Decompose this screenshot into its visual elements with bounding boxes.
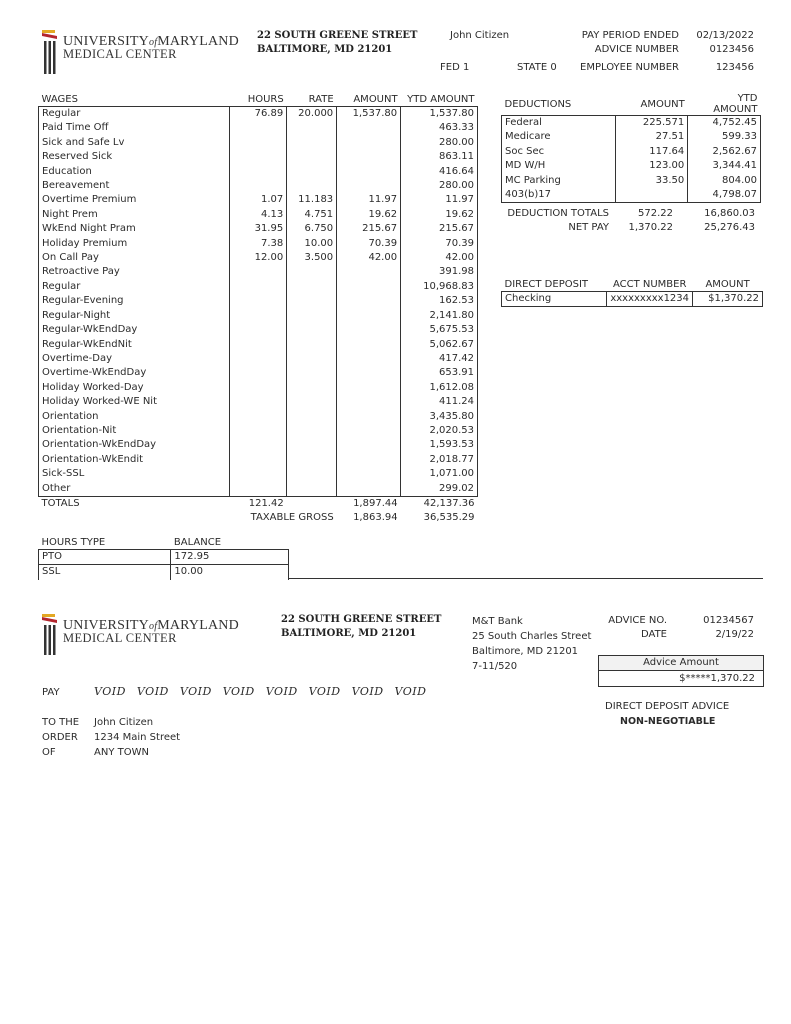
wage-rate <box>287 453 337 467</box>
wage-hours <box>230 338 287 352</box>
advice-number-value: 0123456 <box>709 44 754 55</box>
non-negotiable-label: NON-NEGOTIABLE <box>620 716 716 727</box>
payee-block <box>94 715 180 760</box>
wage-rate <box>287 323 337 337</box>
wage-ytd: 463.33 <box>401 121 478 135</box>
wage-rate <box>287 280 337 294</box>
deduction-amount: 225.571 <box>615 116 688 131</box>
wage-amount: 19.62 <box>337 208 401 222</box>
wage-type: Overtime-Day <box>39 352 230 366</box>
wage-ytd: 417.42 <box>401 352 478 366</box>
advice-no-value: 01234567 <box>703 615 754 626</box>
deduction-type: Medicare <box>502 130 616 144</box>
deduction-ytd: 804.00 <box>688 174 761 188</box>
wage-rate <box>287 136 337 150</box>
wage-row <box>39 193 478 207</box>
wage-type: Paid Time Off <box>39 121 230 135</box>
wage-ytd: 11.97 <box>401 193 478 207</box>
wage-rate <box>287 294 337 308</box>
wage-rate <box>287 121 337 135</box>
wage-row <box>39 467 478 481</box>
wage-hours <box>230 424 287 438</box>
fed-allowance: FED 1 <box>440 62 470 73</box>
wage-amount <box>337 165 401 179</box>
wage-rate <box>287 338 337 352</box>
wage-ytd: 416.64 <box>401 165 478 179</box>
wage-rate <box>287 352 337 366</box>
wage-type: Orientation-Nit <box>39 424 230 438</box>
section-divider <box>289 578 763 579</box>
wage-rate: 10.00 <box>287 237 337 251</box>
net-pay-label: NET PAY <box>568 222 609 233</box>
wage-rate <box>287 381 337 395</box>
wage-row <box>39 208 478 222</box>
wage-hours <box>230 294 287 308</box>
wage-rate <box>287 179 337 193</box>
wage-amount <box>337 121 401 135</box>
wage-ytd: 280.00 <box>401 179 478 193</box>
wage-amount: 70.39 <box>337 237 401 251</box>
direct-deposit-table <box>501 278 763 307</box>
payee-name: John Citizen <box>94 717 154 728</box>
deduction-row <box>502 174 761 188</box>
void-line: VOID VOID VOID VOID VOID VOID VOID VOID <box>94 685 427 698</box>
wage-hours <box>230 136 287 150</box>
wage-row <box>39 121 478 135</box>
wage-row <box>39 280 478 294</box>
check-address <box>281 613 441 641</box>
wage-amount <box>337 395 401 409</box>
wage-row <box>39 251 478 265</box>
wage-hours: 4.13 <box>230 208 287 222</box>
wage-amount <box>337 424 401 438</box>
deduction-amount <box>615 188 688 203</box>
wage-type: Other <box>39 482 230 497</box>
taxable-gross-amount: 1,863.94 <box>353 512 398 524</box>
wages-col-label: WAGES <box>39 93 230 107</box>
wage-row <box>39 294 478 308</box>
header-city: BALTIMORE, MD 21201 <box>257 44 393 55</box>
umm-logo-check: UNIVERSITYofMARYLAND MEDICAL CENTER <box>41 612 231 662</box>
wage-type: Regular-WkEndDay <box>39 323 230 337</box>
wage-amount: 11.97 <box>337 193 401 207</box>
wage-row <box>39 265 478 279</box>
pay-period-value: 02/13/2022 <box>696 30 754 41</box>
dd-advice-label: DIRECT DEPOSIT ADVICE <box>605 701 730 712</box>
dd-account-number: xxxxxxxxx1234 <box>607 292 693 307</box>
deductions-header-row <box>502 93 761 116</box>
wage-amount <box>337 338 401 352</box>
wage-ytd: 1,537.80 <box>401 107 478 122</box>
wage-amount: 215.67 <box>337 222 401 236</box>
date-value: 2/19/22 <box>715 629 754 640</box>
bank-city: Baltimore, MD 21201 <box>472 646 579 657</box>
deduction-amount: 33.50 <box>615 174 688 188</box>
wage-ytd: 162.53 <box>401 294 478 308</box>
hours-type-col-label: HOURS TYPE <box>39 536 171 550</box>
header-address <box>257 29 417 57</box>
header-street: 22 SOUTH GREENE STREET <box>257 30 418 41</box>
wage-type: Holiday Worked-Day <box>39 381 230 395</box>
wage-rate <box>287 424 337 438</box>
pay-period-label: PAY PERIOD ENDED <box>581 30 679 41</box>
wage-hours <box>230 265 287 279</box>
wage-amount <box>337 352 401 366</box>
direct-deposit-header-row <box>502 278 763 292</box>
deduction-totals-label: DEDUCTION TOTALS <box>507 208 609 219</box>
direct-deposit-col-label: DIRECT DEPOSIT <box>502 278 607 292</box>
ytd-amount-col-label: YTD AMOUNT <box>401 93 478 107</box>
bank-street: 25 South Charles Street <box>472 631 592 642</box>
dd-amount-col-label: AMOUNT <box>693 278 763 292</box>
wage-type: Orientation-WkEndDay <box>39 438 230 452</box>
wage-type: Regular-Night <box>39 309 230 323</box>
wage-hours: 1.07 <box>230 193 287 207</box>
wage-row <box>39 424 478 438</box>
wage-hours <box>230 482 287 497</box>
taxable-gross-label: TAXABLE GROSS <box>250 512 334 524</box>
net-pay-ytd: 25,276.43 <box>704 222 755 233</box>
wage-hours <box>230 395 287 409</box>
wage-row <box>39 150 478 164</box>
wage-hours <box>230 410 287 424</box>
wage-type: Night Prem <box>39 208 230 222</box>
wage-amount <box>337 280 401 294</box>
wage-amount <box>337 381 401 395</box>
wage-rate: 6.750 <box>287 222 337 236</box>
wage-rate: 20.000 <box>287 107 337 122</box>
wage-row <box>39 438 478 452</box>
wage-type: Orientation-WkEndit <box>39 453 230 467</box>
deduction-row <box>502 116 761 131</box>
hours-type-header-row <box>39 536 289 550</box>
hours-type-row: SSL 10.00 <box>39 565 289 580</box>
deduction-type: MC Parking <box>502 174 616 188</box>
wage-rate <box>287 165 337 179</box>
deduction-ytd: 2,562.67 <box>688 145 761 159</box>
deduction-type: Federal <box>502 116 616 131</box>
wage-type: Education <box>39 165 230 179</box>
check-city: BALTIMORE, MD 21201 <box>281 628 417 639</box>
wage-ytd: 42.00 <box>401 251 478 265</box>
net-pay-amount: 1,370.22 <box>628 222 673 233</box>
deduction-ytd: 4,752.45 <box>688 116 761 131</box>
org-name-line1: UNIVERSITY <box>63 34 149 49</box>
wage-amount <box>337 482 401 497</box>
deductions-body <box>502 116 761 203</box>
to-the-order-of: TO THE ORDER OF <box>42 717 80 758</box>
wages-totals-row <box>39 496 478 511</box>
wage-type: Overtime-WkEndDay <box>39 366 230 380</box>
dd-amount: $1,370.22 <box>693 292 763 307</box>
wage-row <box>39 366 478 380</box>
employee-number-label: EMPLOYEE NUMBER <box>580 62 679 73</box>
deduction-totals-ytd: 16,860.03 <box>704 208 755 219</box>
wage-type: Holiday Worked-WE Nit <box>39 395 230 409</box>
wage-ytd: 863.11 <box>401 150 478 164</box>
wage-amount <box>337 323 401 337</box>
employee-number-value: 123456 <box>715 62 754 73</box>
taxable-gross-row <box>39 511 478 525</box>
wage-type: Sick-SSL <box>39 467 230 481</box>
balance-col-label: BALANCE <box>171 536 289 550</box>
wage-amount <box>337 467 401 481</box>
wage-ytd: 299.02 <box>401 482 478 497</box>
wage-hours <box>230 323 287 337</box>
wage-ytd: 2,018.77 <box>401 453 478 467</box>
deduction-type: MD W/H <box>502 159 616 173</box>
wage-amount <box>337 179 401 193</box>
direct-deposit-row <box>502 292 763 307</box>
amount-col-label: AMOUNT <box>337 93 401 107</box>
payee-city: ANY TOWN <box>94 747 149 758</box>
wage-row <box>39 338 478 352</box>
wage-amount <box>337 309 401 323</box>
wage-amount <box>337 265 401 279</box>
advice-number-label: ADVICE NUMBER <box>594 44 679 55</box>
totals-label: TOTALS <box>39 496 230 511</box>
advice-amount-box <box>598 655 764 687</box>
wage-ytd: 1,593.53 <box>401 438 478 452</box>
deduction-ytd: 4,798.07 <box>688 188 761 203</box>
bank-name: M&T Bank <box>472 616 523 627</box>
wage-hours <box>230 150 287 164</box>
wage-hours: 7.38 <box>230 237 287 251</box>
employee-name: John Citizen <box>450 30 510 41</box>
wage-type: Bereavement <box>39 179 230 193</box>
wage-row <box>39 237 478 251</box>
wage-type: Regular <box>39 107 230 122</box>
wage-ytd: 2,141.80 <box>401 309 478 323</box>
wage-hours: 31.95 <box>230 222 287 236</box>
wage-type: Sick and Safe Lv <box>39 136 230 150</box>
wage-hours <box>230 121 287 135</box>
wage-row <box>39 179 478 193</box>
totals-ytd: 42,137.36 <box>401 496 478 511</box>
wage-rate <box>287 265 337 279</box>
wage-type: Overtime Premium <box>39 193 230 207</box>
wage-rate <box>287 150 337 164</box>
deduction-ytd-col-label: YTD AMOUNT <box>688 93 761 116</box>
wage-row <box>39 323 478 337</box>
wage-type: Reserved Sick <box>39 150 230 164</box>
date-label: DATE <box>640 629 667 640</box>
wage-ytd: 10,968.83 <box>401 280 478 294</box>
wages-header-row <box>39 93 478 107</box>
wage-row <box>39 309 478 323</box>
wage-ytd: 19.62 <box>401 208 478 222</box>
wage-type: Regular <box>39 280 230 294</box>
deduction-amount-col-label: AMOUNT <box>615 93 688 116</box>
wage-amount: 42.00 <box>337 251 401 265</box>
wage-rate <box>287 438 337 452</box>
wage-amount <box>337 410 401 424</box>
wage-row <box>39 107 478 122</box>
wage-ytd: 1,612.08 <box>401 381 478 395</box>
umm-shield-icon <box>41 28 61 76</box>
deduction-row <box>502 145 761 159</box>
wage-row <box>39 136 478 150</box>
deduction-type: 403(b)17 <box>502 188 616 203</box>
acct-number-col-label: ACCT NUMBER <box>607 278 693 292</box>
wage-type: On Call Pay <box>39 251 230 265</box>
deduction-amount: 117.64 <box>615 145 688 159</box>
advice-amount-value: $*****1,370.22 <box>679 673 755 684</box>
wage-row <box>39 453 478 467</box>
state-allowance: STATE 0 <box>517 62 557 73</box>
wage-hours <box>230 352 287 366</box>
umm-logo: UNIVERSITYofMARYLAND MEDICAL CENTER <box>41 28 231 78</box>
wage-hours <box>230 179 287 193</box>
wage-amount <box>337 438 401 452</box>
wage-rate: 11.183 <box>287 193 337 207</box>
pay-label: PAY <box>42 687 60 698</box>
wage-type: Holiday Premium <box>39 237 230 251</box>
advice-amount-label: Advice Amount <box>599 656 763 671</box>
wage-ytd: 5,062.67 <box>401 338 478 352</box>
wage-ytd: 2,020.53 <box>401 424 478 438</box>
wage-row <box>39 482 478 497</box>
bank-routing: 7-11/520 <box>472 661 518 672</box>
wage-hours <box>230 438 287 452</box>
wage-row <box>39 222 478 236</box>
wage-amount <box>337 150 401 164</box>
deduction-ytd: 3,344.41 <box>688 159 761 173</box>
wage-ytd: 215.67 <box>401 222 478 236</box>
wage-amount <box>337 453 401 467</box>
wage-hours <box>230 366 287 380</box>
wage-row <box>39 165 478 179</box>
wages-body <box>39 107 478 497</box>
wage-ytd: 411.24 <box>401 395 478 409</box>
wage-hours <box>230 453 287 467</box>
wage-ytd: 1,071.00 <box>401 467 478 481</box>
hours-type-row: PTO 172.95 <box>39 550 289 565</box>
totals-hours: 121.42 <box>230 496 287 511</box>
wage-hours: 76.89 <box>230 107 287 122</box>
wage-ytd: 70.39 <box>401 237 478 251</box>
wage-ytd: 280.00 <box>401 136 478 150</box>
totals-amount: 1,897.44 <box>337 496 401 511</box>
wage-amount <box>337 366 401 380</box>
dd-account-type: Checking <box>502 292 607 307</box>
wage-hours <box>230 467 287 481</box>
deduction-ytd: 599.33 <box>688 130 761 144</box>
wage-rate: 3.500 <box>287 251 337 265</box>
wage-row <box>39 395 478 409</box>
wage-row <box>39 352 478 366</box>
deduction-type: Soc Sec <box>502 145 616 159</box>
wage-hours: 12.00 <box>230 251 287 265</box>
deduction-row <box>502 130 761 144</box>
wage-rate <box>287 482 337 497</box>
check-street: 22 SOUTH GREENE STREET <box>281 614 442 625</box>
wage-rate: 4.751 <box>287 208 337 222</box>
wage-rate <box>287 395 337 409</box>
wage-type: Regular-WkEndNit <box>39 338 230 352</box>
deduction-amount: 123.00 <box>615 159 688 173</box>
wage-type: Orientation <box>39 410 230 424</box>
wage-hours <box>230 381 287 395</box>
wage-hours <box>230 165 287 179</box>
wage-ytd: 391.98 <box>401 265 478 279</box>
wage-rate <box>287 309 337 323</box>
umm-shield-icon <box>41 612 61 660</box>
wage-type: Regular-Evening <box>39 294 230 308</box>
deduction-totals-amount: 572.22 <box>638 208 673 219</box>
wage-hours <box>230 309 287 323</box>
wage-type: WkEnd Night Pram <box>39 222 230 236</box>
wage-rate <box>287 467 337 481</box>
org-name-line2: MEDICAL CENTER <box>63 47 177 61</box>
wage-amount: 1,537.80 <box>337 107 401 122</box>
deduction-row <box>502 188 761 203</box>
wage-ytd: 653.91 <box>401 366 478 380</box>
wage-row <box>39 410 478 424</box>
advice-no-label: ADVICE NO. <box>608 615 667 626</box>
deductions-table <box>501 93 761 203</box>
wage-type: Retroactive Pay <box>39 265 230 279</box>
wage-amount <box>337 136 401 150</box>
bank-info <box>472 614 591 674</box>
taxable-gross-ytd: 36,535.29 <box>423 512 475 524</box>
wage-ytd: 5,675.53 <box>401 323 478 337</box>
hours-col-label: HOURS <box>230 93 287 107</box>
wage-amount <box>337 294 401 308</box>
hours-type-table <box>38 536 289 580</box>
wages-table <box>38 93 478 526</box>
wage-rate <box>287 410 337 424</box>
wage-ytd: 3,435.80 <box>401 410 478 424</box>
wage-rate <box>287 366 337 380</box>
wage-hours <box>230 280 287 294</box>
deductions-col-label: DEDUCTIONS <box>502 93 616 116</box>
rate-col-label: RATE <box>287 93 337 107</box>
payee-street: 1234 Main Street <box>94 732 181 743</box>
deduction-amount: 27.51 <box>615 130 688 144</box>
deduction-row <box>502 159 761 173</box>
wage-row <box>39 381 478 395</box>
